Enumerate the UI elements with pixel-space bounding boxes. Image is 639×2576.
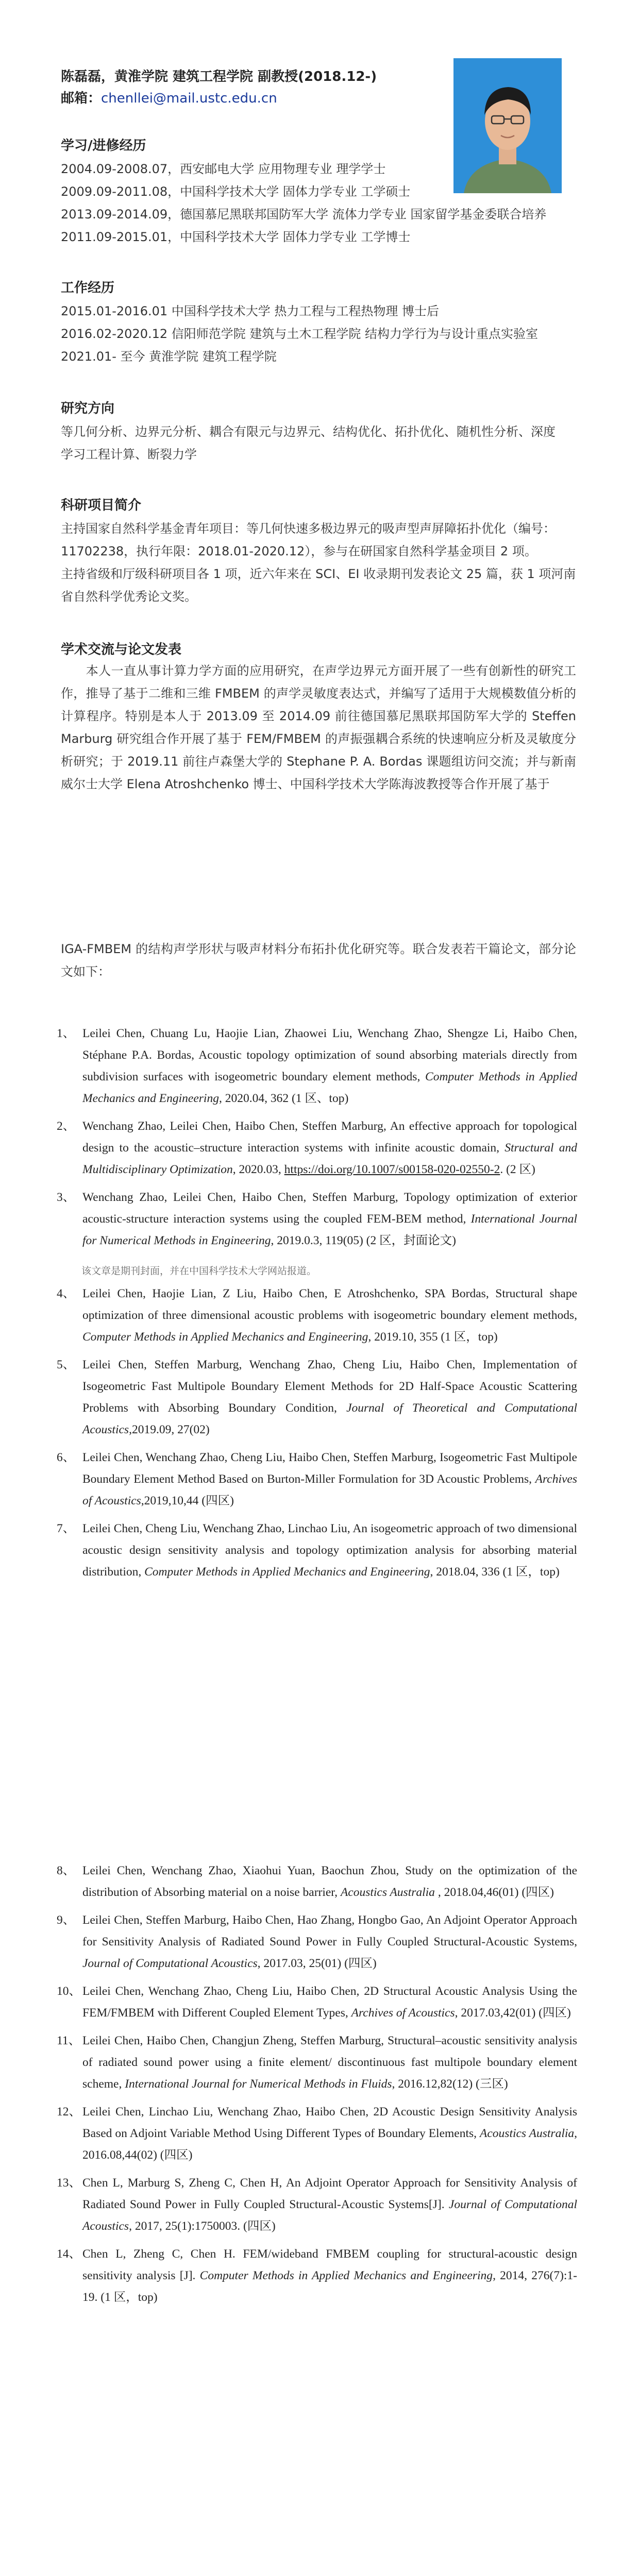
publication-item — [57, 1518, 577, 1583]
email-link[interactable]: chenllei@mail.ustc.edu.cn — [101, 91, 277, 106]
publication-number: 1、 — [57, 1027, 75, 1040]
publication-number: 2、 — [57, 1120, 75, 1133]
publication-journal: International Journal for Numerical Methods in Fluids — [125, 2077, 392, 2091]
publication-item — [57, 1283, 577, 1348]
publication-details: , 2020.04, 362 (1 区、top) — [218, 1092, 349, 1105]
publication-item — [57, 1115, 577, 1180]
publication-number: 12、 — [57, 2105, 81, 2119]
publication-authors-title: Wenchang Zhao, Leilei Chen, Haibo Chen, Steffen Marburg, Topology optimization of exterior acoustic-structure interaction systems using the coupled FEM-BEM method, — [82, 1191, 577, 1226]
research-line: 学习工程计算、断裂力学 — [61, 447, 197, 462]
email-label: 邮箱： — [61, 91, 102, 106]
publication-authors-title: Leilei Chen, Haibo Chen, Changjun Zheng, Steffen Marburg, Structural–acoustic sensitivity analysis of radiated sound power using a finite element/ discontinuous fast multipole boundary element scheme, — [82, 2034, 577, 2091]
publication-journal: Structural and Multidisciplinary Optimization — [82, 1141, 577, 1176]
publication-item — [57, 2101, 577, 2166]
publication-number: 13、 — [57, 2176, 81, 2190]
cover-note: 该文章是期刊封面，并在中国科学技术大学网站报道。 — [81, 1265, 317, 1277]
publication-journal: Computer Methods in Applied Mechanics and Engineering — [82, 1070, 577, 1105]
publication-item — [57, 2172, 577, 2237]
publication-authors-title: Leilei Chen, Chuang Lu, Haojie Lian, Zhaowei Liu, Wenchang Zhao, Shengze Li, Haibo Chen, Stéphane P.A. Bordas, Acoustic topology optimization of sound absorbing materials directly from subdivision surfaces with isogeometric boundary element methods, — [82, 1027, 577, 1083]
education-item: 2004.09-2008.07，西安邮电大学 应用物理专业 理学学士 — [61, 162, 386, 176]
publication-authors-title: Leilei Chen, Steffen Marburg, Wenchang Zhao, Cheng Liu, Haibo Chen, Implementation of Isogeometric Fast Multipole Boundary Element Methods for 2D Half-Space Acoustic Scattering Problems with Absorbing Boundary Condition, — [82, 1358, 577, 1415]
publication-item — [57, 2030, 577, 2095]
publication-details: , 2019.0.3, 119(05) (2 区，封面论文) — [271, 1234, 456, 1247]
projects-title: 科研项目简介 — [61, 498, 142, 513]
publication-details: , 2017.03,42(01) (四区) — [455, 2006, 571, 2020]
publication-journal: Acoustics Australia — [480, 2127, 575, 2140]
publication-number: 11、 — [57, 2034, 81, 2047]
education-item: 2009.09-2011.08，中国科学技术大学 固体力学专业 工学硕士 — [61, 184, 411, 199]
publication-journal: Journal of Computational Acoustics — [82, 1957, 258, 1970]
work-title: 工作经历 — [61, 280, 115, 296]
publication-list — [57, 1283, 577, 1583]
publication-item — [57, 1980, 577, 2024]
publication-journal: Acoustics Australia — [340, 1886, 435, 1899]
publication-journal: Computer Methods in Applied Mechanics and Engineering — [144, 1565, 430, 1579]
publication-item — [57, 1909, 577, 1974]
name-text: 陈磊磊，黄淮学院 建筑工程学院 副教授(2018.12-) — [61, 69, 377, 84]
publication-journal: Computer Methods in Applied Mechanics and Engineering — [199, 2269, 493, 2282]
publication-details: ,2019.09, 27(02) — [129, 1423, 210, 1436]
publication-authors-title: Leilei Chen, Steffen Marburg, Haibo Chen, Hao Zhang, Hongbo Gao, An Adjoint Operator Approach for Sensitivity Analysis of Radiated Sound Power in Fully Coupled Structural-Acoustic Systems, — [82, 1913, 577, 1948]
projects-line: 主持省级和厅级科研项目各 1 项，近六年来在 SCI、EI 收录期刊发表论文 25 篇，获 1 项河南 — [61, 567, 576, 581]
publication-details: , 2017, 25(1):1750003. (四区) — [129, 2219, 276, 2233]
projects-line: 省自然科学优秀论文奖。 — [61, 589, 197, 604]
research-line: 等几何分析、边界元分析、耦合有限元与边界元、结构优化、拓扑优化、随机性分析、深度 — [61, 425, 556, 439]
publication-authors-title: Leilei Chen, Wenchang Zhao, Cheng Liu, Haibo Chen, Steffen Marburg, Isogeometric Fast Multipole Boundary Element Method Based on Burton-Miller Formulation for 3D Acoustic Problems, — [82, 1451, 577, 1486]
portrait-photo — [453, 58, 562, 193]
name-line — [61, 66, 377, 85]
publication-journal: Journal of Computational Acoustics — [82, 2198, 577, 2233]
publication-details: , 2014, 276(7):1-19. (1 区，top) — [82, 2269, 578, 2304]
work-item: 2015.01-2016.01 中国科学技术大学 热力工程与工程热物理 博士后 — [61, 304, 440, 318]
publication-number: 6、 — [57, 1451, 75, 1464]
academic-paragraph: 本人一直从事计算力学方面的应用研究，在声学边界元方面开展了一些有创新性的研究工作，推导了基于二维和三维 FMBEM 的声学灵敏度表达式，并编写了适用于大规模数值分析的计算程序。特别是本人于 2013.09 至 2014.09 前往德国慕尼黑联邦国防军大学的 Steffen Marburg 研究组合作开展了基于 FEM/FMBEM 的声振强耦合系统的快速响应分析及灵敏度分析研究；于 2019.11 前往卢森堡大学的 Stephane P. A. Bordas 课题组访问交流；并与新南威尔士大学 Elena Atroshchenko 博士、中国科学技术大学陈海波教授等合作开展了基于 — [61, 664, 576, 791]
publication-authors-title: Chen L, Zheng C, Chen H. FEM/wideband FMBEM coupling for structural-acoustic design sensitivity analysis [J]. — [82, 2247, 577, 2282]
publication-details: , 2018.04,46(01) (四区) — [434, 1886, 554, 1899]
publication-number: 4、 — [57, 1287, 75, 1300]
publication-list — [57, 1023, 577, 1251]
publication-details: , 2020.03, — [232, 1163, 284, 1176]
publication-item — [57, 1023, 577, 1109]
email-line — [61, 88, 277, 107]
projects-line: 11702238，执行年限：2018.01-2020.12），参与在研国家自然科学基金项目 2 项。 — [61, 544, 537, 558]
publication-authors-title: Leilei Chen, Haojie Lian, Z Liu, Haibo Chen, E Atroshchenko, SPA Bordas, Structural shape optimization of three dimensional acoustic problems with isogeometric boundary element methods, — [82, 1287, 577, 1322]
publication-authors-title: Leilei Chen, Wenchang Zhao, Xiaohui Yuan, Baochun Zhou, Study on the optimization of the distribution of Absorbing material on a noise barrier, — [82, 1864, 577, 1899]
publication-details: , 2017.03, 25(01) (四区) — [257, 1957, 377, 1970]
education-item: 2011.09-2015.01，中国科学技术大学 固体力学专业 工学博士 — [61, 230, 411, 244]
publication-authors-title: Wenchang Zhao, Leilei Chen, Haibo Chen, Steffen Marburg, An effective approach for topological design to the acoustic–structure interaction systems with infinite acoustic domain, — [82, 1120, 577, 1155]
publication-number: 14、 — [57, 2247, 81, 2261]
work-item: 2016.02-2020.12 信阳师范学院 建筑与土木工程学院 结构力学行为与设计重点实验室 — [61, 327, 539, 341]
publication-list — [57, 1860, 577, 2308]
publication-item — [57, 1354, 577, 1440]
publication-item — [57, 2243, 577, 2308]
projects-line: 主持国家自然科学基金青年项目：等几何快速多极边界元的吸声型声屏障拓扑优化（编号： — [61, 521, 556, 536]
publication-number: 7、 — [57, 1522, 75, 1535]
publication-journal: Journal of Theoretical and Computational Acoustics — [82, 1401, 577, 1436]
publication-item — [57, 1860, 577, 1903]
publication-authors-title: Leilei Chen, Wenchang Zhao, Cheng Liu, Haibo Chen, 2D Structural Acoustic Analysis Using the FEM/FMBEM with Different Coupled Element Types, — [82, 1985, 577, 2020]
publication-details: ,2019,10,44 (四区) — [141, 1494, 234, 1507]
publication-number: 8、 — [57, 1864, 75, 1877]
publication-details: , 2019.10, 355 (1 区，top) — [368, 1330, 498, 1344]
academic-paragraph-continued: IGA-FMBEM 的结构声学形状与吸声材料分布拓扑优化研究等。联合发表若干篇论文，部分论文如下： — [61, 942, 576, 979]
publication-authors-title: Leilei Chen, Linchao Liu, Wenchang Zhao, Haibo Chen, 2D Acoustic Design Sensitivity Analysis Based on Adjoint Variable Method Using Different Types of Boundary Elements, — [82, 2105, 577, 2140]
publication-number: 10、 — [57, 1985, 81, 1998]
publication-details: , 2018.04, 336 (1 区，top) — [430, 1565, 560, 1579]
publication-item — [57, 1447, 577, 1512]
publication-details-tail: . (2 区) — [500, 1163, 535, 1176]
portrait-image — [453, 58, 562, 193]
education-item: 2013.09-2014.09，德国慕尼黑联邦国防军大学 流体力学专业 国家留学基金委联合培养 — [61, 207, 547, 222]
publication-details: , 2016.08,44(02) (四区) — [82, 2127, 577, 2162]
work-item: 2021.01- 至今 黄淮学院 建筑工程学院 — [61, 349, 277, 364]
publication-number: 5、 — [57, 1358, 75, 1371]
publication-doi-link[interactable]: https://doi.org/10.1007/s00158-020-02550-2 — [284, 1163, 500, 1176]
academic-title: 学术交流与论文发表 — [61, 642, 182, 657]
publication-journal: Computer Methods in Applied Mechanics and Engineering — [82, 1330, 368, 1344]
publication-journal: Archives of Acoustics — [351, 2006, 455, 2020]
research-title: 研究方向 — [61, 401, 115, 416]
publication-details: , 2016.12,82(12) (三区) — [392, 2077, 508, 2091]
publication-journal: International Journal for Numerical Methods in Engineering — [82, 1212, 578, 1247]
publication-number: 9、 — [57, 1913, 75, 1927]
publication-authors-title: Chen L, Marburg S, Zheng C, Chen H, An Adjoint Operator Approach for Sensitivity Analysis of Radiated Sound Power in Fully Coupled Structural-Acoustic Systems[J]. — [82, 2176, 577, 2211]
publication-journal: Archives of Acoustics — [82, 1472, 577, 1507]
education-title: 学习/进修经历 — [61, 138, 146, 154]
publication-item — [57, 1187, 577, 1251]
publication-number: 3、 — [57, 1191, 75, 1204]
publication-authors-title: Leilei Chen, Cheng Liu, Wenchang Zhao, Linchao Liu, An isogeometric approach of two dimensional acoustic design sensitivity analysis and topology optimization analysis for absorbing material distribution, — [82, 1522, 577, 1579]
